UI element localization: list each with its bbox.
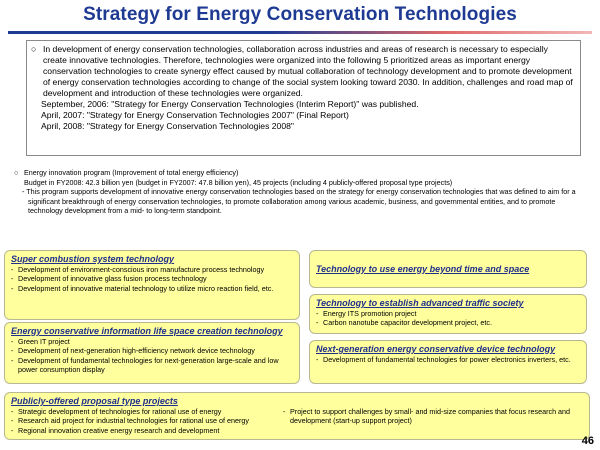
list-item: - Regional innovation creative energy research and development — [11, 426, 283, 435]
area-heading: Energy conservative information life space creation technology — [11, 326, 283, 336]
area-box-device — [309, 340, 587, 384]
list-item: - Project to support challenges by small- and mid-size companies that focus research and development (start-up support project) — [283, 407, 583, 426]
title-underline — [8, 31, 592, 34]
list-item: - Development of fundamental technologies for power electronics inverters, etc. — [316, 355, 580, 364]
list-item: - Energy ITS promotion project — [316, 309, 580, 318]
intro-box — [26, 40, 581, 156]
list-item: - Development of environment-conscious iron manufacture process technology — [11, 265, 293, 274]
program-heading-text: Energy innovation program (Improvement of total energy efficiency) — [24, 168, 239, 177]
area-box-info-life-space — [4, 322, 300, 384]
report-item: September, 2006: "Strategy for Energy Conservation Technologies (Interim Report)" was published. — [41, 99, 419, 109]
report-item: April, 2007: "Strategy for Energy Conservation Technologies 2007" (Final Report) — [41, 110, 349, 120]
energy-innovation-program — [14, 168, 584, 216]
list-item: - Development of innovative glass fusion process technology — [11, 274, 293, 283]
list-item: - Development of fundamental technologies for next-generation large-scale and low power consumption display — [11, 356, 293, 375]
area-box-traffic — [309, 294, 587, 334]
list-item: - Development of next-generation high-efficiency network device technology — [11, 346, 293, 355]
list-item: - Research aid project for industrial technologies for rational use of energy — [11, 416, 283, 425]
program-heading — [14, 168, 584, 178]
program-budget: Budget in FY2008: 42.3 billion yen (budget in FY2007: 47.8 billion yen), 45 projects (including 4 publicly-offered proposal type projects) — [24, 177, 453, 187]
report-item: April, 2008: "Strategy for Energy Conservation Technologies 2008" — [41, 121, 294, 131]
page-number: 46 — [581, 435, 594, 447]
list-item: - Green IT project — [11, 337, 293, 346]
list-item: - Carbon nanotube capacitor development project, etc. — [316, 318, 580, 327]
page-title: Strategy for Energy Conservation Technologies — [83, 4, 517, 25]
list-item: - Strategic development of technologies for rational use of energy — [11, 407, 283, 416]
program-description: - This program supports development of innovative energy conservation technologies based on the strategy for energy conservation technologies that was defined to aim for a significant breakthrough of energy conservation technologies, to promote collaboration among various academic, business, and governmental entities, and to promote technology development from a mid- to long-term standpoint. — [22, 187, 576, 216]
circle-bullet-icon: ○ — [14, 168, 19, 177]
area-heading: Technology to use energy beyond time and space — [316, 263, 530, 274]
intro-paragraph — [33, 44, 574, 99]
area-heading: Next-generation energy conservative device technology — [316, 344, 556, 354]
area-box-publicly-offered — [4, 392, 590, 440]
area-box-beyond-time-space — [309, 250, 587, 288]
intro-text: In development of energy conservation technologies, collaboration across industries and areas of research is necessary to especially create innovative technologies. Therefore, technologies were organized into the following 5 prioritized areas as important energy conservation technologies to create synergy effect caused by mutual collaboration of technology development and to promote development of energy conservation technologies according to change of the social system looking toward 2030. In addition, challenges and road map of development and introduction of these technologies were organized. — [43, 44, 573, 98]
area-box-combustion — [4, 250, 300, 320]
circle-bullet-icon: ○ — [31, 44, 37, 54]
area-heading: Super combustion system technology — [11, 254, 175, 264]
list-item: - Development of innovative material technology to utilize micro reaction field, etc. — [11, 284, 293, 293]
area-heading: Publicly-offered proposal type projects — [11, 396, 178, 406]
area-heading: Technology to establish advanced traffic society — [316, 298, 524, 308]
